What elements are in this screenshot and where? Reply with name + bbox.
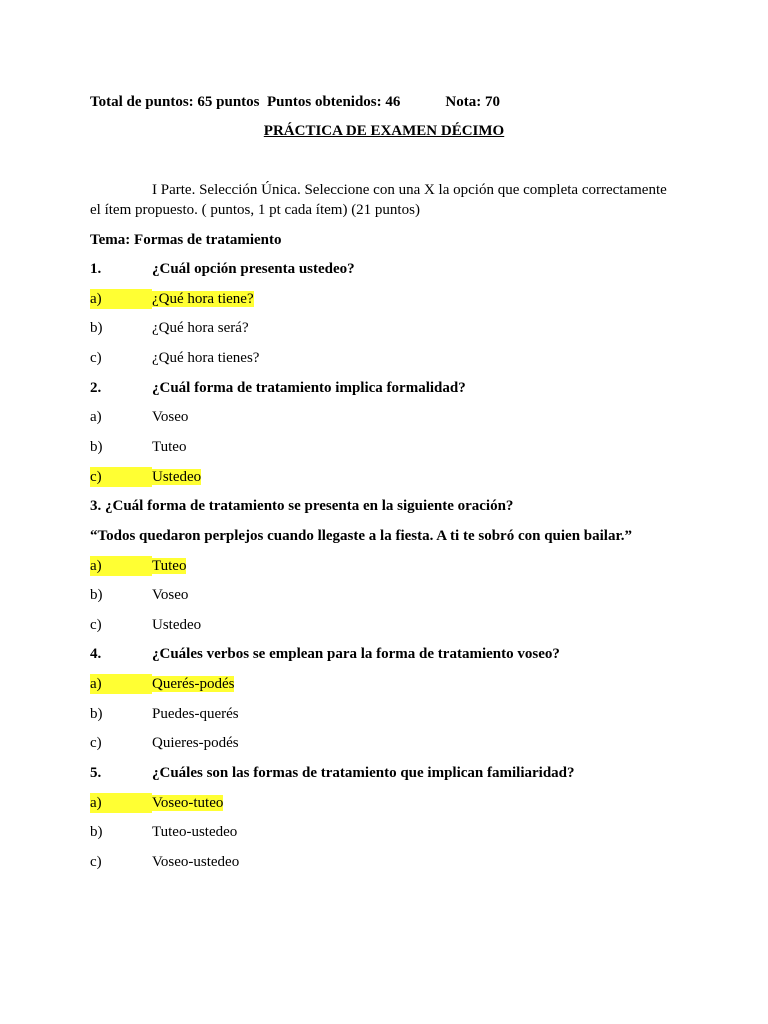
option-letter: c) [90, 617, 102, 633]
question-3: 3. ¿Cuál forma de tratamiento se presenta en la siguiente oración? [90, 498, 514, 514]
option-text: Voseo-tuteo [152, 795, 224, 811]
document-title: PRÁCTICA DE EXAMEN DÉCIMO [263, 123, 505, 139]
question-number: 4. [90, 646, 102, 662]
points-obtained: Puntos obtenidos: 46 [267, 94, 401, 110]
option-letter: a) [90, 674, 152, 694]
option-letter: a) [90, 289, 152, 309]
question-text: ¿Cuáles son las formas de tratamiento que implican familiaridad? [152, 765, 575, 781]
question-text: ¿Cuáles verbos se emplean para la forma de tratamiento voseo? [152, 646, 560, 662]
option-5c [90, 852, 239, 872]
option-text: Tuteo [152, 558, 187, 574]
option-letter: b) [90, 824, 103, 840]
option-letter: a) [90, 409, 102, 425]
option-letter: c) [90, 350, 102, 366]
question-text: ¿Cuál forma de tratamiento implica formalidad? [152, 380, 466, 396]
option-letter: c) [90, 854, 102, 870]
option-4b [90, 704, 239, 724]
option-3a [90, 556, 186, 576]
option-text: Ustedeo [152, 617, 202, 633]
option-5a [90, 793, 223, 813]
option-1c [90, 348, 259, 368]
option-4a [90, 674, 234, 694]
topic-heading: Tema: Formas de tratamiento [90, 232, 282, 248]
option-text: Voseo [152, 587, 189, 603]
question-number: 2. [90, 380, 102, 396]
grade: Nota: 70 [445, 94, 500, 110]
question-2 [90, 378, 466, 398]
option-letter: c) [90, 467, 152, 487]
option-letter: b) [90, 439, 103, 455]
option-1a [90, 289, 254, 309]
option-letter: a) [90, 793, 152, 813]
question-3-quote: “Todos quedaron perplejos cuando llegaste a la fiesta. A ti te sobró con quien bailar.” [90, 528, 633, 544]
instructions-paragraph: I Parte. Selección Única. Seleccione con una X la opción que completa correctamente el ítem propuesto. ( puntos, 1 pt cada ítem) (21 puntos) [90, 182, 667, 218]
question-number: 1. [90, 261, 102, 277]
option-text: Ustedeo [152, 469, 202, 485]
question-number: 5. [90, 765, 102, 781]
option-3b [90, 585, 188, 605]
option-text: ¿Qué hora tienes? [152, 350, 260, 366]
option-letter: b) [90, 320, 103, 336]
question-5 [90, 763, 575, 783]
option-text: ¿Qué hora tiene? [152, 291, 254, 307]
option-letter: b) [90, 706, 103, 722]
option-3c [90, 615, 201, 635]
option-5b [90, 822, 237, 842]
option-2a [90, 407, 188, 427]
option-text: Puedes-querés [152, 706, 239, 722]
option-text: Tuteo [152, 439, 187, 455]
option-text: Querés-podés [152, 676, 235, 692]
question-4 [90, 644, 560, 664]
option-2b [90, 437, 186, 457]
score-header [90, 92, 500, 112]
option-1b [90, 318, 249, 338]
option-letter: b) [90, 587, 103, 603]
total-points: Total de puntos: 65 puntos [90, 94, 260, 110]
option-text: Quieres-podés [152, 735, 239, 751]
option-letter: c) [90, 735, 102, 751]
option-text: Tuteo-ustedeo [152, 824, 238, 840]
option-text: Voseo [152, 409, 189, 425]
question-1 [90, 259, 355, 279]
option-text: ¿Qué hora será? [152, 320, 249, 336]
question-text: ¿Cuál opción presenta ustedeo? [152, 261, 355, 277]
option-text: Voseo-ustedeo [152, 854, 240, 870]
option-4c [90, 733, 239, 753]
option-letter: a) [90, 556, 152, 576]
option-2c [90, 467, 201, 487]
